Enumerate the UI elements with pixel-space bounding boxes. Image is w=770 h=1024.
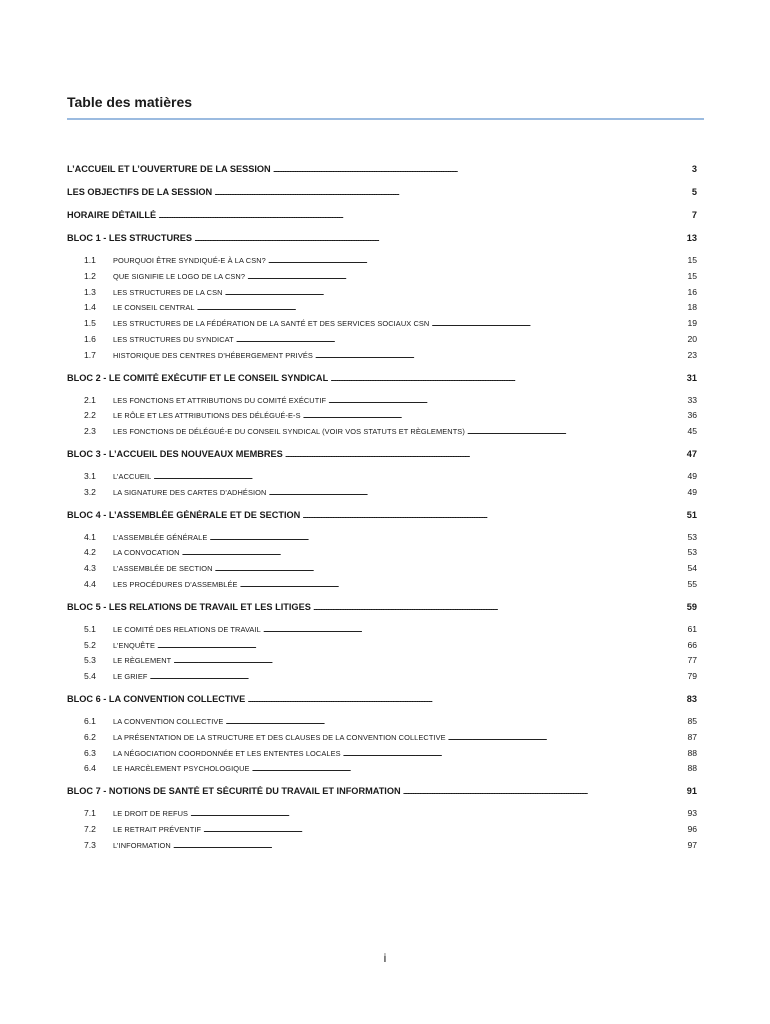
toc-entry-page: 5	[691, 187, 697, 197]
toc-subentry-label: LA CONVENTION COLLECTIVE	[113, 716, 224, 726]
toc-subsection-list	[67, 808, 697, 855]
toc-entry[interactable]	[67, 694, 697, 710]
toc-subsection-list	[67, 395, 697, 442]
toc-subentry-page: 96	[687, 823, 697, 834]
toc-entry-page: 47	[686, 448, 697, 459]
toc-subentry-page: 15	[687, 270, 697, 281]
toc-subentry-number: 4.2	[84, 547, 96, 558]
toc-subentry-number: 5.2	[84, 639, 96, 650]
toc-subentry-page: 88	[687, 763, 697, 774]
toc-entry-label: L’ACCUEIL ET L’OUVERTURE DE LA SESSION	[67, 164, 271, 174]
toc-entry-page: 7	[691, 210, 697, 220]
dot-leader	[194, 233, 683, 243]
toc-subentry-page: 20	[687, 333, 697, 344]
toc-entry-page: 13	[686, 233, 697, 243]
dot-leader	[225, 287, 683, 297]
toc-subentry-page: 61	[687, 623, 697, 634]
toc-subentry-label: L’ASSEMBLÉE GÉNÉRALE	[113, 532, 208, 542]
toc-subentry-label: L’ASSEMBLÉE DE SECTION	[113, 564, 213, 574]
toc-subentry-number: 5.3	[84, 655, 96, 666]
toc-subentry-number: 2.1	[84, 394, 96, 405]
toc-subentry-label: L’INFORMATION	[113, 840, 171, 850]
toc-subentry-page: 45	[687, 426, 697, 437]
toc-subentry[interactable]	[67, 334, 697, 350]
dot-leader	[285, 449, 683, 459]
toc-entry-label: BLOC 5 - LES RELATIONS DE TRAVAIL ET LES LITIGES	[67, 601, 311, 612]
dot-leader	[313, 602, 683, 612]
toc-entry-page: 91	[686, 786, 697, 797]
toc-subentry-label: LES STRUCTURES DE LA FÉDÉRATION DE LA SANTÉ ET DES SERVICES SOCIAUX CSN	[113, 319, 430, 329]
toc-subentry-number: 1.5	[84, 318, 96, 329]
toc-entry[interactable]	[67, 233, 697, 249]
toc-subentry-number: 4.1	[84, 531, 96, 542]
dot-leader	[268, 255, 683, 265]
toc-subentry-page: 53	[687, 531, 697, 542]
toc-subentry-number: 1.4	[84, 302, 96, 313]
dot-leader	[158, 210, 683, 220]
toc-subentry-number: 6.1	[84, 715, 96, 726]
toc-subentry-number: 1.7	[84, 349, 96, 360]
toc-subentry[interactable]	[67, 350, 697, 366]
toc-entry-label: BLOC 2 - LE COMITÉ EXÉCUTIF ET LE CONSEIL SYNDICAL	[67, 372, 329, 383]
toc-entry-label: BLOC 3 - L’ACCUEIL DES NOUVEAUX MEMBRES	[67, 448, 283, 459]
toc-subsection-list	[67, 255, 697, 366]
toc-subentry[interactable]	[67, 471, 697, 487]
toc-subentry-page: 88	[687, 747, 697, 758]
toc-subentry-label: QUE SIGNIFIE LE LOGO DE LA CSN?	[113, 271, 246, 281]
dot-leader	[303, 410, 683, 420]
toc-subentry[interactable]	[67, 732, 697, 748]
toc-subentry-number: 2.2	[84, 410, 96, 421]
toc-entry-label: BLOC 7 - NOTIONS DE SANTÉ ET SÉCURITÉ DU TRAVAIL ET INFORMATION	[67, 786, 401, 797]
dot-leader	[173, 840, 683, 850]
toc-subentry[interactable]	[67, 395, 697, 411]
toc-subentry-number: 1.1	[84, 255, 96, 265]
toc-subentry-label: HISTORIQUE DES CENTRES D’HÉBERGEMENT PRIVÉS	[113, 350, 313, 360]
dot-leader	[157, 640, 683, 650]
toc-subentry-label: LA NÉGOCIATION COORDONNÉE ET LES ENTENTES LOCALES	[113, 748, 341, 758]
toc-entry[interactable]	[67, 449, 697, 465]
toc-subentry-label: LA SIGNATURE DES CARTES D’ADHÉSION	[113, 487, 267, 497]
toc-subentry-page: 16	[687, 286, 697, 297]
toc-subsection-list	[67, 532, 697, 595]
toc-entry-label: BLOC 1 - LES STRUCTURES	[67, 233, 193, 243]
toc-subentry[interactable]	[67, 579, 697, 595]
toc-subentry-label: LE GRIEF	[113, 672, 148, 682]
toc-subentry-number: 1.2	[84, 270, 96, 281]
toc-entry[interactable]	[67, 786, 697, 802]
dot-leader	[273, 164, 683, 174]
toc-subentry-label: POURQUOI ÊTRE SYNDIQUÉ-E À LA CSN?	[113, 256, 266, 265]
toc-subentry-number: 5.4	[84, 671, 96, 682]
dot-leader	[330, 373, 683, 383]
toc-entry-page: 31	[686, 372, 697, 383]
dot-leader	[225, 716, 683, 726]
toc-subentry-number: 7.2	[84, 823, 96, 834]
dot-leader	[149, 671, 683, 681]
toc-subentry-number: 7.1	[84, 808, 96, 819]
toc-subentry-page: 79	[687, 671, 697, 682]
table-of-contents	[67, 164, 697, 860]
toc-subentry-label: LE CONSEIL CENTRAL	[113, 303, 195, 313]
toc-subentry-page: 85	[687, 715, 697, 726]
dot-leader	[173, 655, 683, 665]
dot-leader	[252, 763, 683, 773]
toc-subentry-number: 4.3	[84, 563, 96, 574]
toc-subentry-label: LE DROIT DE REFUS	[113, 809, 189, 819]
toc-entry[interactable]	[67, 510, 697, 526]
toc-subentry-page: 97	[687, 839, 697, 850]
toc-subentry-number: 3.2	[84, 486, 96, 497]
toc-subentry-label: LES STRUCTURES DE LA CSN	[113, 287, 223, 297]
dot-leader	[315, 350, 683, 360]
toc-entry[interactable]	[67, 373, 697, 389]
toc-entry[interactable]	[67, 164, 697, 180]
toc-subentry-label: LES PROCÉDURES D’ASSEMBLÉE	[113, 579, 238, 589]
toc-entry[interactable]	[67, 602, 697, 618]
dot-leader	[343, 748, 683, 758]
toc-subentry[interactable]	[67, 808, 697, 824]
toc-subentry-number: 4.4	[84, 578, 96, 589]
toc-subentry-page: 18	[687, 302, 697, 313]
toc-subentry-label: LES FONCTIONS ET ATTRIBUTIONS DU COMITÉ EXÉCUTIF	[113, 395, 327, 405]
dot-leader	[214, 187, 683, 197]
title-rule	[67, 118, 704, 120]
toc-subentry[interactable]	[67, 547, 697, 563]
toc-entry-label: LES OBJECTIFS DE LA SESSION	[67, 187, 213, 197]
toc-subentry-label: LE RETRAIT PRÉVENTIF	[113, 824, 202, 834]
dot-leader	[190, 808, 683, 818]
dot-leader	[247, 694, 683, 704]
toc-entry-page: 51	[686, 509, 697, 520]
dot-leader	[403, 786, 683, 796]
toc-entry[interactable]	[67, 210, 697, 226]
page-number: i	[383, 951, 387, 965]
dot-leader	[153, 471, 683, 481]
dot-leader	[247, 271, 683, 281]
page-title: Table des matières	[67, 94, 193, 110]
toc-subentry-label: LE HARCÈLEMENT PSYCHOLOGIQUE	[113, 764, 250, 774]
toc-subentry-label: LE COMITÉ DES RELATIONS DE TRAVAIL	[113, 624, 261, 634]
toc-entry-label: BLOC 4 - L’ASSEMBLÉE GÉNÉRALE ET DE SECTION	[67, 509, 301, 520]
toc-subentry-label: LES FONCTIONS DE DÉLÉGUÉ-E DU CONSEIL SYNDICAL (VOIR VOS STATUTS ET RÈGLEMENTS)	[113, 427, 465, 437]
dot-leader	[197, 302, 683, 312]
toc-subentry-page: 55	[687, 578, 697, 589]
toc-subentry[interactable]	[67, 840, 697, 856]
toc-subentry-page: 33	[687, 394, 697, 405]
toc-subentry[interactable]	[67, 748, 697, 764]
dot-leader	[203, 824, 683, 834]
toc-subentry[interactable]	[67, 824, 697, 840]
toc-subentry[interactable]	[67, 624, 697, 640]
dot-leader	[431, 318, 683, 328]
toc-subentry-page: 49	[687, 470, 697, 481]
toc-subentry-page: 54	[687, 563, 697, 574]
toc-subentry-page: 36	[687, 410, 697, 421]
toc-subentry-page: 23	[687, 349, 697, 360]
toc-subentry-page: 87	[687, 731, 697, 742]
toc-subentry-number: 2.3	[84, 426, 96, 437]
dot-leader	[182, 547, 683, 557]
toc-subentry-label: L’ENQUÊTE	[113, 640, 155, 650]
toc-subentry[interactable]	[67, 563, 697, 579]
toc-subentry-label: LE RÔLE ET LES ATTRIBUTIONS DES DÉLÉGUÉ-E-S	[113, 411, 301, 421]
toc-subentry-page: 77	[687, 655, 697, 666]
toc-subentry-number: 6.4	[84, 763, 96, 774]
toc-entry-page: 3	[691, 164, 697, 174]
dot-leader	[467, 426, 683, 436]
toc-subentry-label: LA PRÉSENTATION DE LA STRUCTURE ET DES CLAUSES DE LA CONVENTION COLLECTIVE	[113, 732, 446, 742]
toc-subentry-number: 1.6	[84, 333, 96, 344]
toc-subentry[interactable]	[67, 763, 697, 779]
toc-subentry-label: LA CONVOCATION	[113, 548, 180, 558]
toc-subentry-number: 6.3	[84, 747, 96, 758]
toc-subentry-number: 6.2	[84, 731, 96, 742]
dot-leader	[240, 579, 683, 589]
toc-subentry[interactable]	[67, 255, 697, 271]
toc-subentry-number: 7.3	[84, 839, 96, 850]
toc-subentry[interactable]	[67, 640, 697, 656]
dot-leader	[268, 487, 683, 497]
toc-subentry[interactable]	[67, 655, 697, 671]
toc-subentry-number: 1.3	[84, 286, 96, 297]
toc-subentry[interactable]	[67, 671, 697, 687]
toc-subsection-list	[67, 471, 697, 503]
toc-subentry[interactable]	[67, 302, 697, 318]
toc-subentry-page: 49	[687, 486, 697, 497]
toc-subentry-number: 5.1	[84, 623, 96, 634]
toc-subentry-page: 53	[687, 547, 697, 558]
toc-subentry-label: LES STRUCTURES DU SYNDICAT	[113, 334, 234, 344]
toc-subentry-label: LE RÈGLEMENT	[113, 656, 172, 666]
toc-entry-page: 59	[686, 601, 697, 612]
toc-subentry-page: 93	[687, 808, 697, 819]
toc-subentry-number: 3.1	[84, 470, 96, 481]
toc-subentry[interactable]	[67, 410, 697, 426]
toc-entry-label: HORAIRE DÉTAILLÉ	[67, 210, 157, 220]
toc-subentry-page: 66	[687, 639, 697, 650]
dot-leader	[448, 732, 683, 742]
toc-subentry[interactable]	[67, 487, 697, 503]
toc-subentry[interactable]	[67, 271, 697, 287]
dot-leader	[302, 510, 683, 520]
toc-subentry[interactable]	[67, 716, 697, 732]
toc-subentry-label: L’ACCUEIL	[113, 471, 152, 481]
dot-leader	[215, 563, 683, 573]
toc-subentry[interactable]	[67, 318, 697, 334]
toc-subsection-list	[67, 624, 697, 687]
dot-leader	[328, 395, 683, 405]
toc-subentry-page: 19	[687, 318, 697, 329]
toc-entry-page: 83	[686, 693, 697, 704]
toc-subentry-page: 15	[687, 255, 697, 265]
toc-subentry[interactable]	[67, 287, 697, 303]
dot-leader	[263, 624, 683, 634]
toc-subentry[interactable]	[67, 426, 697, 442]
dot-leader	[236, 334, 683, 344]
toc-entry-label: BLOC 6 - LA CONVENTION COLLECTIVE	[67, 693, 246, 704]
toc-subentry[interactable]	[67, 532, 697, 548]
toc-entry[interactable]	[67, 187, 697, 203]
toc-subsection-list	[67, 716, 697, 779]
dot-leader	[209, 532, 683, 542]
